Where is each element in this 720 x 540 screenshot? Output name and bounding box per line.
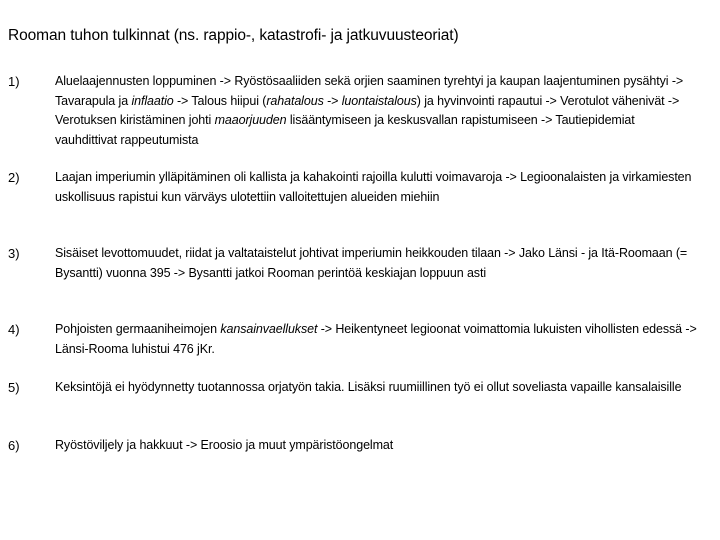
text-segment: Laajan imperiumin ylläpitäminen oli kallista ja kahakointi rajoilla kulutti voimavaroja -> Legioonalaisten ja virkamiesten uskollisuus rapistui kun värväys ulotettiin valloitettujen alueiden miehiin	[55, 170, 692, 204]
item-text	[55, 320, 700, 359]
item-text	[55, 436, 700, 456]
item-number: 5)	[8, 380, 20, 395]
italic-term: luontaistalous	[341, 93, 417, 108]
text-segment: lisääntymiseen ja keskusvallan rapistumiseen -> Tautiepidemiat vauhdittivat rappeutumista	[55, 113, 635, 147]
item-number: 4)	[8, 322, 20, 337]
slide-title: Rooman tuhon tulkinnat (ns. rappio-, katastrofi- ja jatkuvuusteoriat)	[8, 27, 459, 44]
italic-term: maaorjuuden	[214, 113, 287, 127]
item-text	[55, 244, 700, 283]
text-segment: Aluelaajennusten loppuminen -> Ryöstösaaliiden sekä orjien saaminen tyrehtyi ja kaupan laajentuminen pysähtyi -> Tavarapula ja	[55, 74, 684, 108]
italic-term: rahatalous	[266, 93, 324, 108]
text-segment: Sisäiset levottomuudet, riidat ja valtataistelut johtivat imperiumin heikkouden tilaan -> Jako Länsi - ja Itä-Roomaan (= Bysantti) vuonna 395 -> Bysantti jatkoi Rooman perintöä keskiajan loppuun asti	[55, 246, 688, 280]
text-segment: -> Heikentyneet legioonat voimattomia lukuisten vihollisten edessä -> Länsi-Rooma luhistui 476 jKr.	[55, 322, 697, 356]
item-number: 2)	[8, 170, 20, 185]
text-segment: ) ja hyvinvointi rapautui -> Verotulot vähenivät -> Verotuksen kiristäminen johti	[55, 93, 680, 127]
text-segment: Pohjoisten germaaniheimojen	[55, 322, 221, 336]
item-number: 3)	[8, 246, 20, 261]
italic-term: kansainvaellukset	[220, 322, 318, 336]
item-text	[55, 378, 700, 398]
item-text	[55, 72, 700, 150]
text-segment: Keksintöjä ei hyödynnetty tuotannossa orjatyön takia. Lisäksi ruumiillinen työ ei ollut soveliasta vapaille kansalaisille	[55, 380, 682, 394]
italic-term: inflaatio	[131, 93, 174, 108]
text-segment: -> Talous hiipui (	[173, 93, 267, 108]
item-number: 6)	[8, 438, 20, 453]
item-number: 1)	[8, 74, 20, 89]
text-segment: Ryöstöviljely ja hakkuut -> Eroosio ja muut ympäristöongelmat	[55, 438, 394, 452]
item-text	[55, 168, 700, 207]
text-segment: ->	[323, 93, 342, 108]
